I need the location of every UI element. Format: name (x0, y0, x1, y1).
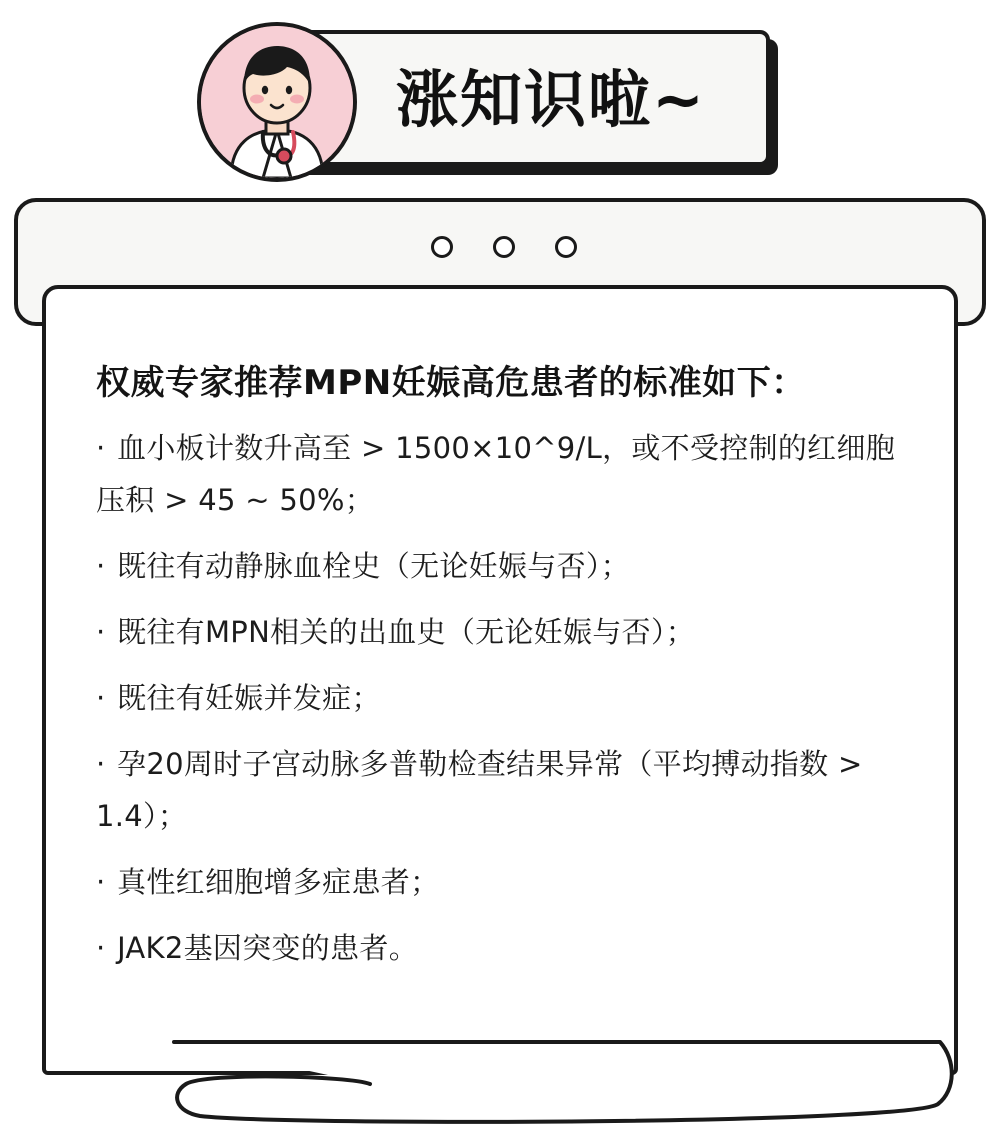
lead-paragraph: 权威专家推荐MPN妊娠高危患者的标准如下： (96, 363, 806, 403)
list-item-text: 既往有MPN相关的出血史（无论妊娠与否）； (117, 615, 696, 649)
bullet-marker: · (96, 865, 106, 899)
card-content (96, 356, 908, 988)
banner-title: 涨知识啦~ (396, 63, 706, 136)
doctor-avatar-icon (197, 22, 357, 182)
dot-3 (555, 236, 577, 258)
dot-2 (493, 236, 515, 258)
list-item-text: 真性红细胞增多症患者； (117, 865, 440, 899)
list-item (96, 672, 908, 724)
bullet-marker: · (96, 931, 106, 965)
bullet-marker: · (96, 681, 106, 715)
bullet-marker: · (96, 615, 106, 649)
list-item-text: 血小板计数升高至 > 1500×10^9/L，或不受控制的红细胞压积 > 45 ~ 50%； (96, 431, 896, 517)
list-item-text: 既往有妊娠并发症； (117, 681, 381, 715)
card-bottom-curl (170, 1038, 970, 1130)
list-item (96, 856, 908, 908)
dots-row (18, 232, 990, 262)
bullet-marker: · (96, 747, 106, 781)
bullet-marker: · (96, 549, 106, 583)
list-item (96, 422, 908, 526)
list-item (96, 540, 908, 592)
list-item-text: 既往有动静脉血栓史（无论妊娠与否）； (117, 549, 630, 583)
header-banner-area (0, 0, 1000, 200)
dot-1 (431, 236, 453, 258)
list-item (96, 922, 908, 974)
list-item (96, 606, 908, 658)
list-item-text: 孕20周时子宫动脉多普勒检查结果异常（平均搏动指数 > 1.4）； (96, 747, 863, 833)
list-item (96, 738, 908, 842)
bullet-marker: · (96, 431, 106, 465)
list-item-text: JAK2基因突变的患者。 (117, 931, 419, 965)
